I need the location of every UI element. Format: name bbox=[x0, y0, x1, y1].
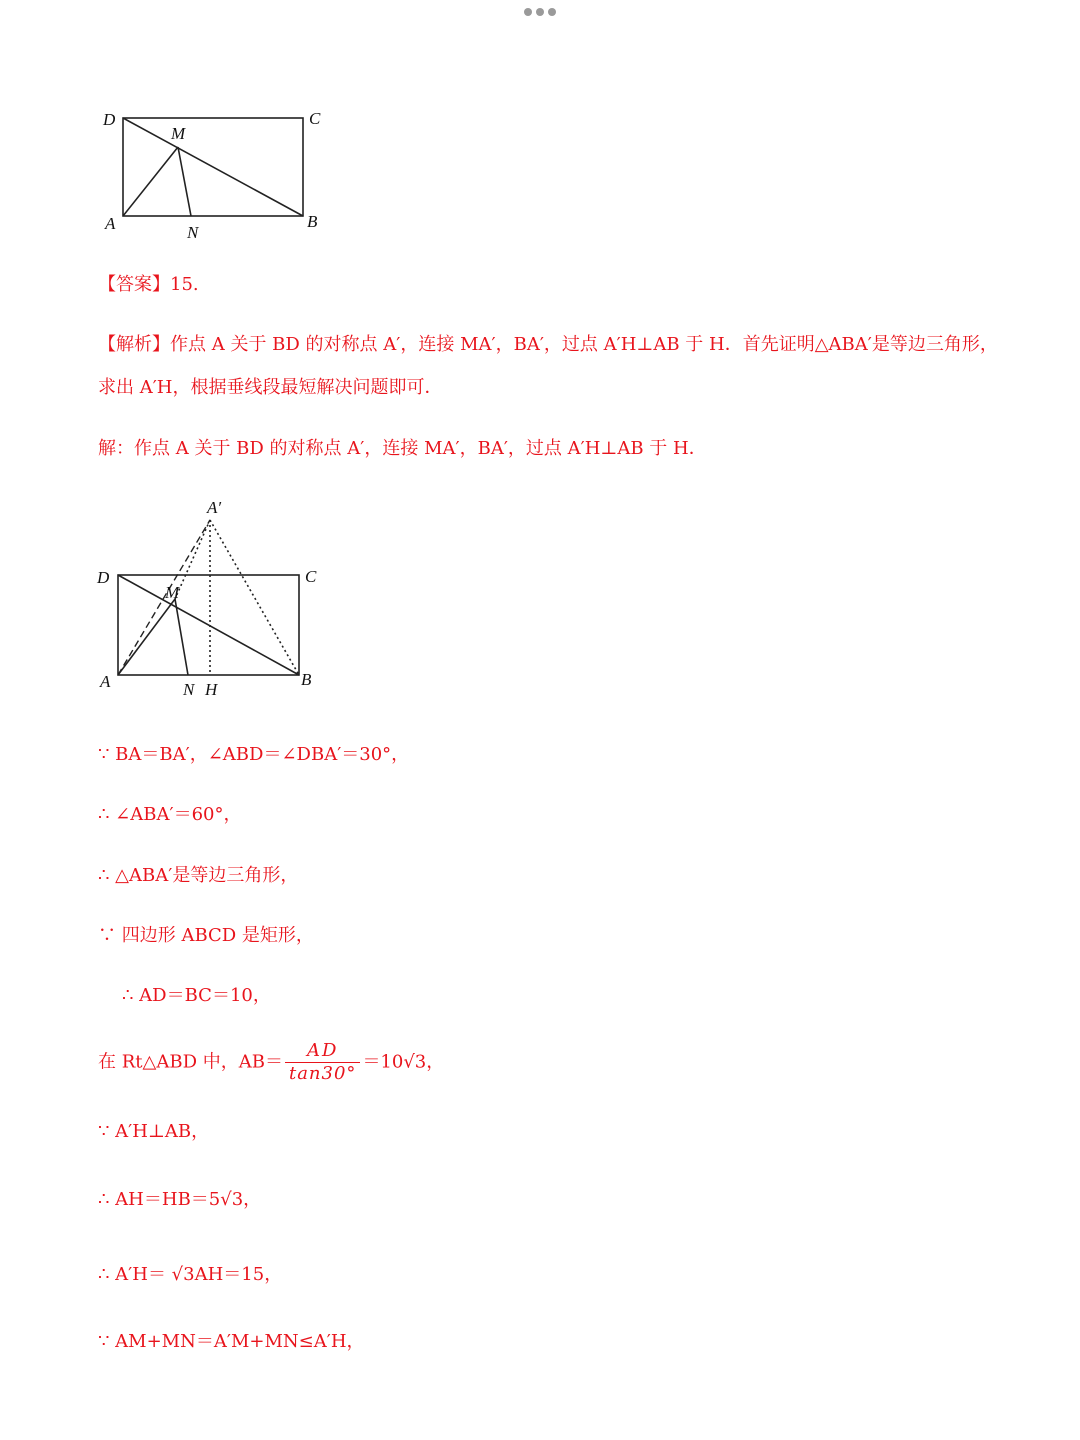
dot bbox=[548, 8, 556, 16]
solution-step-5: ∴ AD＝BC＝10， bbox=[122, 985, 271, 1006]
figure-rectangle-2 bbox=[95, 495, 335, 705]
solution-step-8: ∴ AH＝HB＝5√3， bbox=[98, 1189, 262, 1210]
answer-text: 【答案】15. bbox=[98, 274, 199, 295]
more-options-icon[interactable] bbox=[524, 8, 556, 16]
label-b: B bbox=[307, 212, 318, 231]
label-m: M bbox=[171, 124, 186, 143]
label-c: C bbox=[309, 109, 321, 128]
label-d: D bbox=[103, 110, 116, 129]
label-a: A bbox=[105, 214, 116, 233]
label-h: H bbox=[205, 680, 218, 699]
label-n: N bbox=[187, 223, 199, 242]
solution-step-1: ∵ BA＝BA′，∠ABD＝∠DBA′＝30°， bbox=[98, 744, 410, 765]
label-b: B bbox=[301, 670, 312, 689]
label-a-prime: A′ bbox=[207, 498, 222, 517]
figure-rectangle-1 bbox=[95, 105, 335, 245]
analysis-line-2: 求出 A′H，根据垂线段最短解决问题即可． bbox=[98, 377, 443, 398]
solution-intro: 解：作点 A 关于 BD 的对称点 A′，连接 MA′，BA′，过点 A′H⊥AB 于 H． bbox=[98, 438, 707, 459]
solution-step-4: ∵ 四边形 ABCD 是矩形， bbox=[98, 925, 314, 946]
fraction bbox=[285, 1040, 360, 1085]
solution-step-3: ∴ △ABA′是等边三角形， bbox=[98, 865, 299, 886]
solution-step-7: ∵ A′H⊥AB， bbox=[98, 1121, 210, 1142]
step-6-suffix: ＝10√3， bbox=[362, 1051, 445, 1073]
solution-step-9: ∴ A′H＝ √3AH＝15， bbox=[98, 1264, 283, 1285]
label-m: M bbox=[165, 583, 180, 602]
label-a: A bbox=[100, 672, 111, 691]
analysis-line-1: 【解析】作点 A 关于 BD 的对称点 A′，连接 MA′，BA′，过点 A′H⊥AB 于 H．首先证明△ABA′是等边三角形， bbox=[98, 334, 998, 355]
step-6-prefix: 在 Rt△ABD 中，AB＝ bbox=[98, 1051, 283, 1073]
solution-step-2: ∴ ∠ABA′＝60°， bbox=[98, 804, 242, 825]
solution-step-10: ∵ AM+MN＝A′M+MN≤A′H， bbox=[98, 1331, 365, 1352]
solution-step-6 bbox=[98, 1040, 444, 1085]
dot bbox=[536, 8, 544, 16]
fraction-numerator: AD bbox=[285, 1040, 360, 1063]
fraction-denominator: tan30° bbox=[288, 1063, 357, 1084]
dot bbox=[524, 8, 532, 16]
label-n: N bbox=[183, 680, 195, 699]
label-d: D bbox=[97, 568, 110, 587]
label-c: C bbox=[305, 567, 317, 586]
